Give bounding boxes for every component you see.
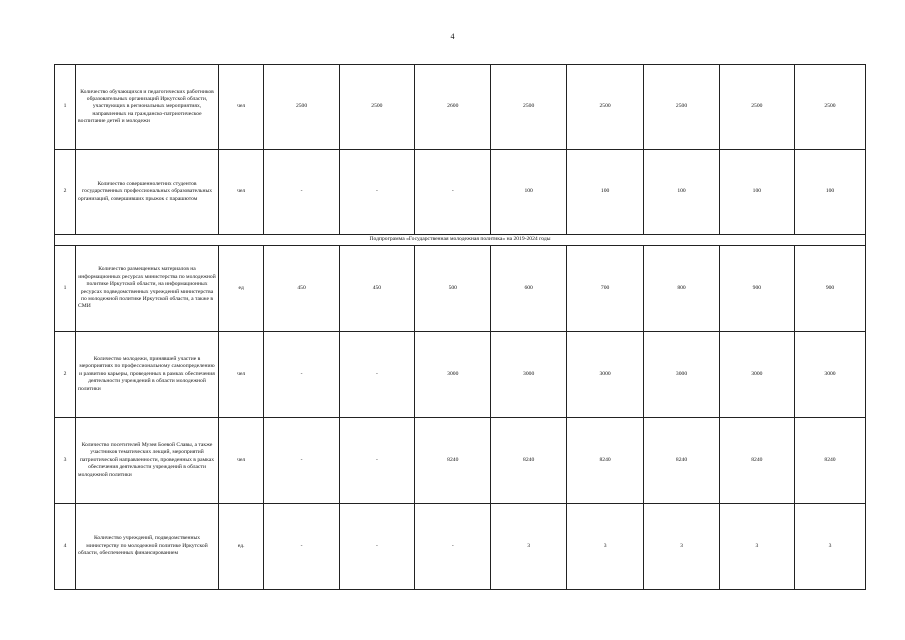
section-title: Подпрограмма «Государственная молодежная политика» на 2019-2024 годы bbox=[55, 235, 866, 246]
indicators-table bbox=[54, 64, 866, 590]
indicator-description: Количество посетителей Музея Боевой Славы, а также участников тематических лекций, мероприятий патриотической направленности, проведенных в рамках обеспечения деятельности учреждений в области молодежной политики bbox=[76, 418, 219, 504]
value-cell: - bbox=[264, 150, 339, 235]
value-cell: - bbox=[264, 504, 339, 590]
value-cell: 3000 bbox=[491, 332, 566, 418]
unit-of-measure: ед bbox=[218, 246, 263, 332]
unit-of-measure: чел bbox=[218, 65, 263, 150]
value-cell: - bbox=[339, 504, 414, 590]
row-number: 2 bbox=[55, 332, 76, 418]
value-cell: 3 bbox=[491, 504, 566, 590]
row-number: 3 bbox=[55, 418, 76, 504]
value-cell: 100 bbox=[795, 150, 866, 235]
value-cell: 3000 bbox=[719, 332, 794, 418]
table-row bbox=[55, 332, 866, 418]
value-cell: 450 bbox=[339, 246, 414, 332]
value-cell: 800 bbox=[644, 246, 719, 332]
value-cell: 2500 bbox=[566, 65, 644, 150]
value-cell: 100 bbox=[491, 150, 566, 235]
value-cell: 8240 bbox=[491, 418, 566, 504]
indicator-description: Количество обучающихся и педагогических работников образовательных организаций Иркутской области, участвующих в региональных мероприятиях, направленных на гражданско-патриотическое воспитание детей и молодежи bbox=[76, 65, 219, 150]
value-cell: 3 bbox=[566, 504, 644, 590]
unit-of-measure: чел bbox=[218, 332, 263, 418]
unit-of-measure: чел bbox=[218, 418, 263, 504]
row-number: 4 bbox=[55, 504, 76, 590]
value-cell: 450 bbox=[264, 246, 339, 332]
value-cell: - bbox=[339, 150, 414, 235]
value-cell: 600 bbox=[491, 246, 566, 332]
value-cell: 2500 bbox=[644, 65, 719, 150]
row-number: 2 bbox=[55, 150, 76, 235]
value-cell: 500 bbox=[415, 246, 491, 332]
value-cell: 900 bbox=[719, 246, 794, 332]
value-cell: 8240 bbox=[566, 418, 644, 504]
unit-of-measure: чел bbox=[218, 150, 263, 235]
value-cell: - bbox=[264, 332, 339, 418]
value-cell: - bbox=[339, 332, 414, 418]
value-cell: 8240 bbox=[719, 418, 794, 504]
value-cell: 100 bbox=[566, 150, 644, 235]
value-cell: 2600 bbox=[415, 65, 491, 150]
value-cell: 3000 bbox=[415, 332, 491, 418]
table-row bbox=[55, 246, 866, 332]
value-cell: 700 bbox=[566, 246, 644, 332]
value-cell: 8240 bbox=[644, 418, 719, 504]
value-cell: 100 bbox=[719, 150, 794, 235]
value-cell: - bbox=[264, 418, 339, 504]
value-cell: 3 bbox=[644, 504, 719, 590]
row-number: 1 bbox=[55, 65, 76, 150]
table-row bbox=[55, 150, 866, 235]
value-cell: 100 bbox=[644, 150, 719, 235]
value-cell: 3 bbox=[795, 504, 866, 590]
value-cell: 2500 bbox=[264, 65, 339, 150]
unit-of-measure: ед. bbox=[218, 504, 263, 590]
value-cell: 8240 bbox=[415, 418, 491, 504]
value-cell: - bbox=[415, 150, 491, 235]
indicator-description: Количество размещенных материалов на информационных ресурсах министерства по молодежной политике Иркутской области, на информационных ресурсах подведомственных учреждений министерства по молодежной политике Иркутской области, а также в СМИ bbox=[76, 246, 219, 332]
value-cell: 3000 bbox=[566, 332, 644, 418]
value-cell: 900 bbox=[795, 246, 866, 332]
row-number: 1 bbox=[55, 246, 76, 332]
table-row bbox=[55, 65, 866, 150]
table-row bbox=[55, 418, 866, 504]
table-row bbox=[55, 504, 866, 590]
value-cell: 2500 bbox=[719, 65, 794, 150]
page-number: 4 bbox=[450, 32, 455, 41]
value-cell: - bbox=[339, 418, 414, 504]
value-cell: 3000 bbox=[644, 332, 719, 418]
value-cell: 3 bbox=[719, 504, 794, 590]
value-cell: 2500 bbox=[795, 65, 866, 150]
value-cell: 3000 bbox=[795, 332, 866, 418]
value-cell: 2500 bbox=[491, 65, 566, 150]
indicator-description: Количество совершеннолетних студентов государственных профессиональных образовательных организаций, совершивших прыжок с парашютом bbox=[76, 150, 219, 235]
value-cell: 8240 bbox=[795, 418, 866, 504]
indicator-description: Количество учреждений, подведомственных министерству по молодежной политике Иркутской области, обеспеченных финансированием bbox=[76, 504, 219, 590]
section-row bbox=[55, 235, 866, 246]
indicator-description: Количество молодежи, принявшей участие в мероприятиях по профессиональному самоопределению и развитию карьеры, проведенных в рамках обеспечения деятельности учреждений в области молодежной политики bbox=[76, 332, 219, 418]
value-cell: - bbox=[415, 504, 491, 590]
value-cell: 2500 bbox=[339, 65, 414, 150]
